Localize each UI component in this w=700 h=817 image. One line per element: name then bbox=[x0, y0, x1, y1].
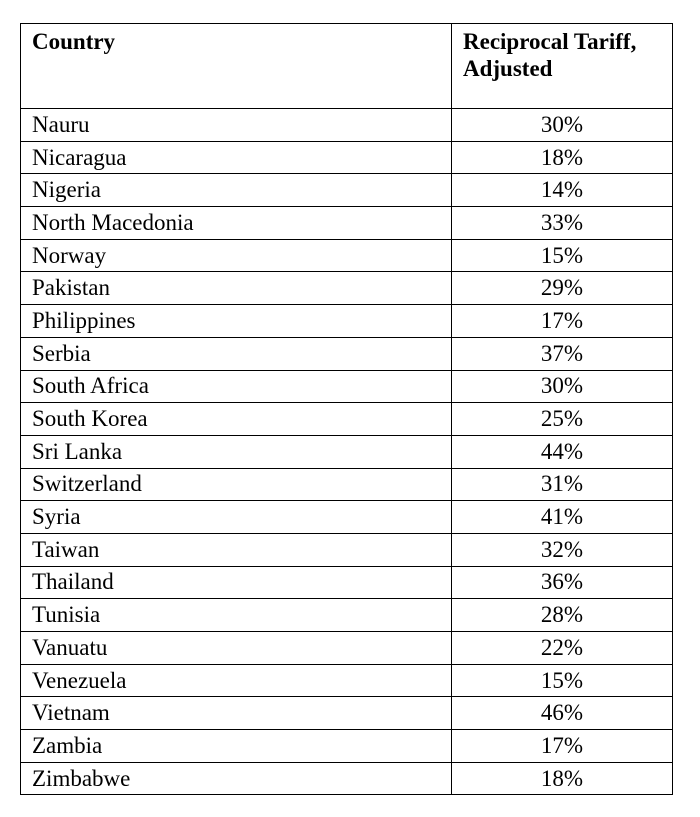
header-rate-line1: Reciprocal Tariff, bbox=[463, 29, 637, 54]
table-row bbox=[21, 174, 673, 207]
table-row bbox=[21, 664, 673, 697]
country-cell: Serbia bbox=[21, 337, 452, 370]
tariff-rate-cell: 36% bbox=[452, 566, 673, 599]
header-country: Country bbox=[21, 24, 452, 109]
tariff-rate-cell: 44% bbox=[452, 435, 673, 468]
table-row bbox=[21, 533, 673, 566]
header-reciprocal-tariff bbox=[452, 24, 673, 109]
tariff-rate-cell: 18% bbox=[452, 762, 673, 795]
country-cell: Zambia bbox=[21, 730, 452, 763]
country-cell: South Africa bbox=[21, 370, 452, 403]
tariff-rate-cell: 29% bbox=[452, 272, 673, 305]
country-cell: Zimbabwe bbox=[21, 762, 452, 795]
table-row bbox=[21, 109, 673, 142]
tariff-rate-cell: 30% bbox=[452, 109, 673, 142]
table-row bbox=[21, 272, 673, 305]
country-cell: Tunisia bbox=[21, 599, 452, 632]
tariff-rate-cell: 37% bbox=[452, 337, 673, 370]
table-row bbox=[21, 207, 673, 240]
table-row bbox=[21, 435, 673, 468]
country-cell: Nauru bbox=[21, 109, 452, 142]
country-cell: Taiwan bbox=[21, 533, 452, 566]
table-row bbox=[21, 730, 673, 763]
tariff-rate-cell: 41% bbox=[452, 501, 673, 534]
country-cell: Syria bbox=[21, 501, 452, 534]
table-row bbox=[21, 468, 673, 501]
country-cell: Nicaragua bbox=[21, 141, 452, 174]
country-cell: Switzerland bbox=[21, 468, 452, 501]
tariff-rate-cell: 28% bbox=[452, 599, 673, 632]
tariff-rate-cell: 32% bbox=[452, 533, 673, 566]
table-row bbox=[21, 501, 673, 534]
country-cell: Thailand bbox=[21, 566, 452, 599]
tariff-rate-cell: 30% bbox=[452, 370, 673, 403]
tariff-rate-cell: 15% bbox=[452, 664, 673, 697]
table-row bbox=[21, 337, 673, 370]
table-row bbox=[21, 239, 673, 272]
country-cell: North Macedonia bbox=[21, 207, 452, 240]
tariff-rate-cell: 25% bbox=[452, 403, 673, 436]
tariff-rate-cell: 22% bbox=[452, 632, 673, 665]
tariff-rate-cell: 46% bbox=[452, 697, 673, 730]
country-cell: Venezuela bbox=[21, 664, 452, 697]
tariff-rate-cell: 17% bbox=[452, 305, 673, 338]
country-cell: Nigeria bbox=[21, 174, 452, 207]
tariff-rate-cell: 33% bbox=[452, 207, 673, 240]
tariff-rate-cell: 17% bbox=[452, 730, 673, 763]
country-cell: Philippines bbox=[21, 305, 452, 338]
table-row bbox=[21, 141, 673, 174]
tariff-rate-cell: 15% bbox=[452, 239, 673, 272]
table-row bbox=[21, 697, 673, 730]
table-row bbox=[21, 762, 673, 795]
table-row bbox=[21, 370, 673, 403]
country-cell: Vanuatu bbox=[21, 632, 452, 665]
tariff-rate-cell: 18% bbox=[452, 141, 673, 174]
header-rate-line2: Adjusted bbox=[463, 56, 553, 81]
table-row bbox=[21, 566, 673, 599]
country-cell: Sri Lanka bbox=[21, 435, 452, 468]
country-cell: Vietnam bbox=[21, 697, 452, 730]
table-row bbox=[21, 403, 673, 436]
table-body bbox=[21, 109, 673, 795]
tariff-table bbox=[20, 23, 673, 795]
country-cell: South Korea bbox=[21, 403, 452, 436]
table-row bbox=[21, 599, 673, 632]
table-row bbox=[21, 305, 673, 338]
table-row bbox=[21, 632, 673, 665]
header-row bbox=[21, 24, 673, 109]
country-cell: Pakistan bbox=[21, 272, 452, 305]
tariff-rate-cell: 14% bbox=[452, 174, 673, 207]
country-cell: Norway bbox=[21, 239, 452, 272]
tariff-rate-cell: 31% bbox=[452, 468, 673, 501]
